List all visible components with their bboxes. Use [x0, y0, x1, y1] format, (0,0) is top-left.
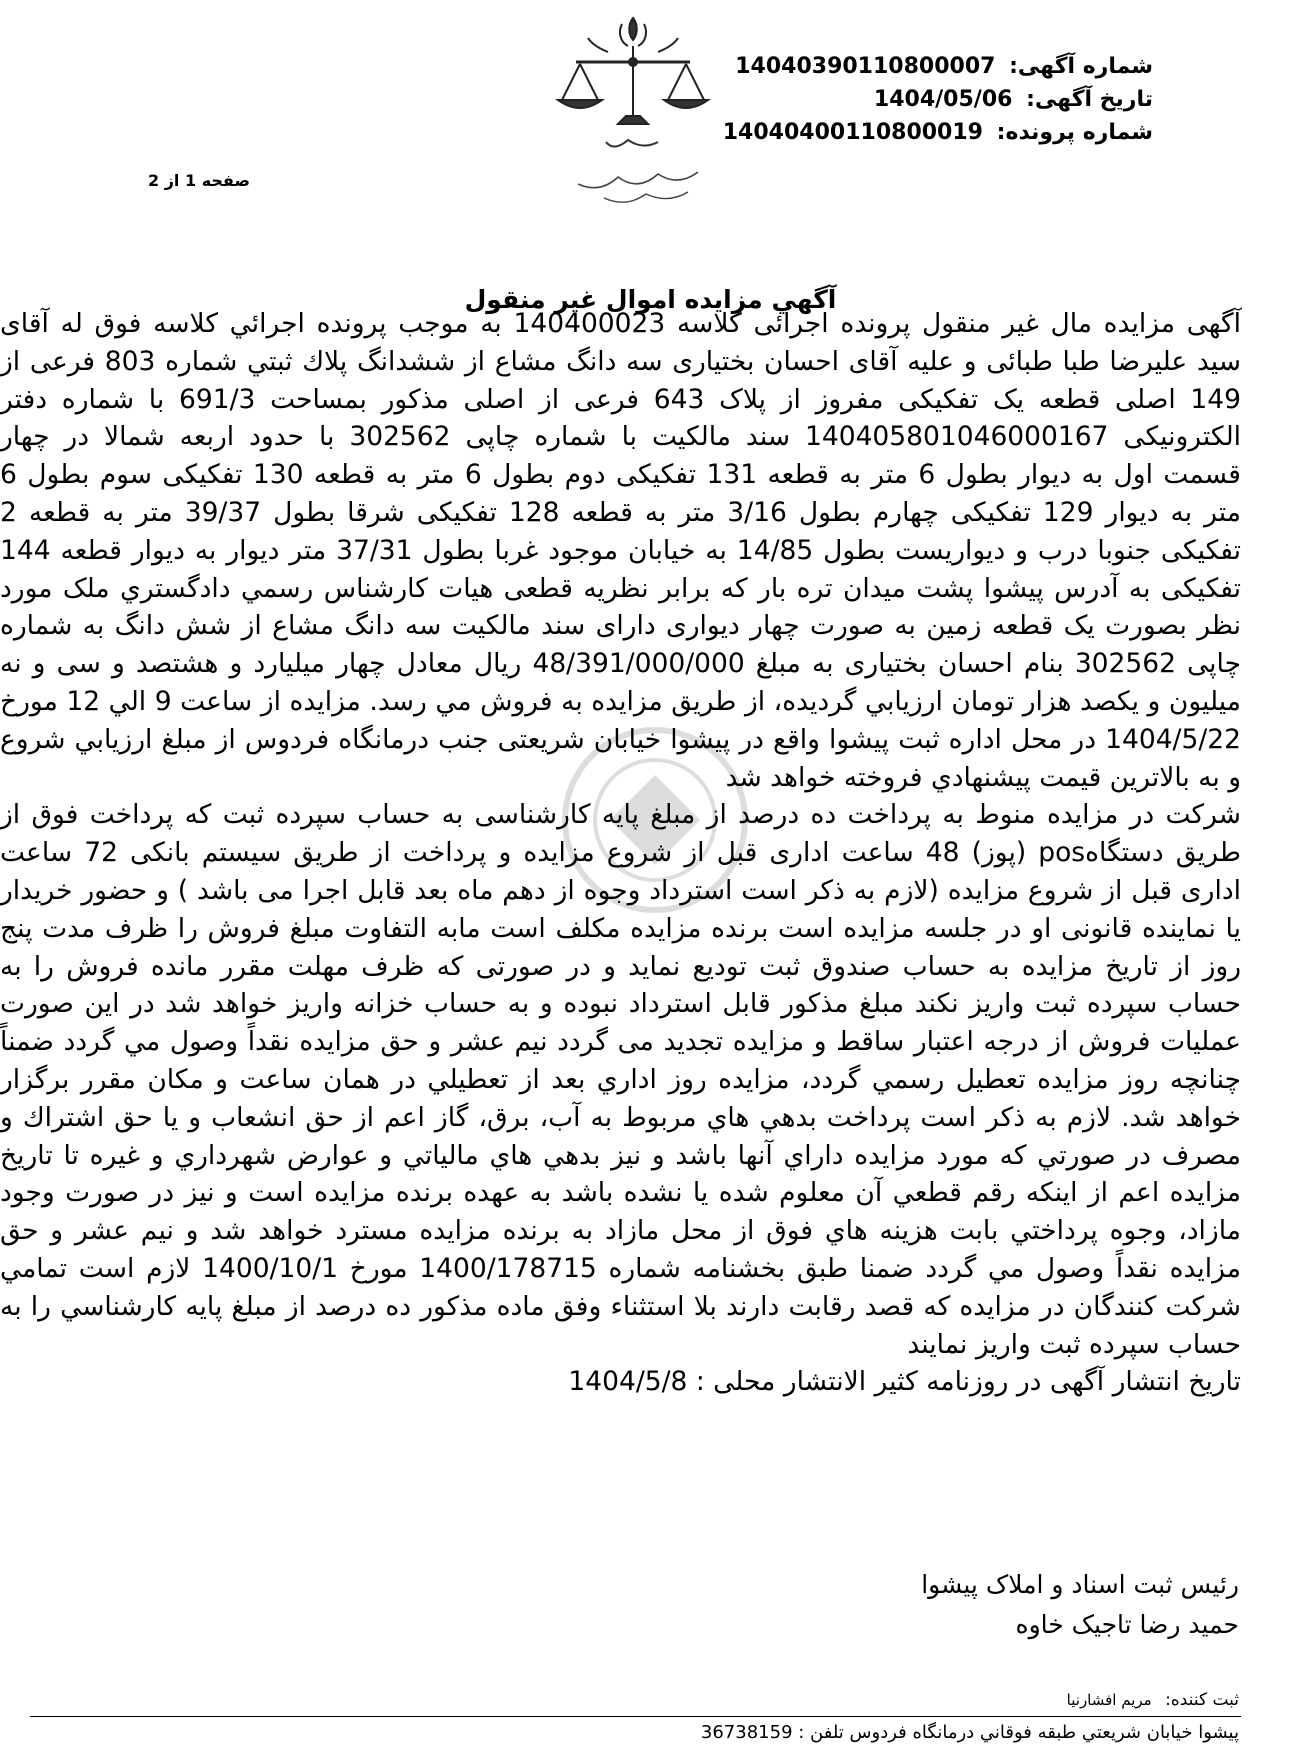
- registrar: [1067, 1690, 1239, 1710]
- document-title: آگهي مزايده اموال غير منقول: [464, 284, 837, 314]
- ad-number-label: شماره آگهی:: [1009, 54, 1153, 79]
- signature-block: [921, 1565, 1239, 1645]
- ad-date: 1404/05/06: [873, 87, 1013, 112]
- signer-position: رئیس ثبت اسناد و املاک پیشوا: [921, 1570, 1239, 1599]
- case-number: 14040400110800019: [722, 120, 983, 145]
- registrar-name: مریم افشارنیا: [1066, 1691, 1152, 1709]
- ad-number-row: [733, 50, 1153, 83]
- ad-meta: [722, 50, 1153, 149]
- page-indicator: صفحه 1 از 2: [148, 171, 250, 190]
- paragraph-publication-date: تاریخ انتشار آگهی در روزنامه کثیر الانتشار محلی : 1404/5/8: [568, 1366, 1241, 1398]
- registrar-label: ثبت کننده:: [1165, 1690, 1239, 1710]
- notice-body: [0, 305, 1241, 1401]
- ad-number: 14040390110800007: [735, 54, 996, 79]
- ad-date-row: [733, 83, 1153, 116]
- footer-divider: [30, 1716, 1241, 1717]
- signer-name: حمید رضا تاجیک خاوه: [1015, 1610, 1239, 1639]
- ad-date-label: تاریخ آگهی:: [1026, 87, 1153, 112]
- paragraph-property: آگهی مزایده مال غیر منقول پرونده اجرائی کلاسه 140400023 به موجب پرونده اجرائي كلاسه فوق له آقای سید علیرضا طبا طبائی و علیه آقای احسان بختیاری سه دانگ مشاع از ششدانگ پلاك ثبتي شماره 803 فرعی از 149 اصلی قطعه یک تفکیکی مفروز از پلاک 643 فرعی از اصلی مذکور بمساحت 691/3 با شماره دفتر الکترونیکی 140405801046000167 سند مالکیت با شماره چاپی 302562 با حدود اربعه شمالا در چهار قسمت اول به دیوار بطول 6 متر به قطعه 131 تفکیکی دوم بطول 6 متر به قطعه 130 تفکیکی سوم بطول 6 متر به دیوار 129 تفکیکی چهارم بطول 3/16 متر به قطعه 128 تفکیکی شرقا بطول 39/37 متر به قطعه 2 تفکیکی جنوبا درب و دیواریست بطول 14/85 به خیابان موجود غربا بطول 37/31 متر دیوار به دیوار قطعه 144 تفکیکی به آدرس پیشوا پشت میدان تره بار که برابر نظریه قطعی هیات کارشناس رسمي دادگستري ملک مورد نظر بصورت یک قطعه زمین به صورت چهار دیواری دارای سند مالکیت سه دانگ مشاع از شش دانگ به شماره چاپی 302562 بنام احسان بختیاری به مبلغ 48/391/000/000 ریال معادل چهار میلیارد و هشتصد و سی و نه میلیون و یکصد هزار تومان ارزيابي گرديده، از طريق مزايده به فروش مي رسد. مزايده از ساعت 9 الي 12 مورخ 1404/5/22 در محل اداره ثبت پیشوا واقع در پیشوا خیابان شریعتی جنب درمانگاه فردوس از مبلغ ارزيابي شروع و به بالاترين قيمت پيشنهادي فروخته خواهد شد: [0, 308, 1242, 793]
- footer-address: پيشوا خيابان شريعتي طبقه فوقاني درمانگاه فردوس تلفن : 36738159: [700, 1722, 1239, 1743]
- paragraph-terms: شرکت در مزایده منوط به پرداخت ده درصد از مبلغ پایه کارشناسی به حساب سپرده ثبت که پرداخت فوق از طریق دستگاهpos (پوز) 48 ساعت اداری قبل از شروع مزایده و پرداخت از طریق سیستم بانکی 72 ساعت اداری قبل از شروع مزایده (لازم به ذکر است استرداد وجوه از دهم ماه بعد قابل اجرا می باشد ) و حضور خریدار یا نماینده قانونی او در جلسه مزایده است برنده مزایده مکلف است مابه التفاوت مبلغ فروش را ظرف مدت پنج روز از تاریخ مزایده به حساب صندوق ثبت تودیع نماید و در صورتی که ظرف مهلت مقرر مانده فروش را به حساب سپرده ثبت واریز نکند مبلغ مذکور قابل استرداد نبوده و به حساب خزانه واریز خواهد شد در این صورت عملیات فروش از درجه اعتبار ساقط و مزایده تجدید می گردد نیم عشر و حق مزایده نقداً وصول مي گردد ضمناً چنانچه روز مزايده تعطيل رسمي گردد، مزايده روز اداري بعد از تعطيلي در همان ساعت و مكان مقرر برگزار خواهد شد. لازم به ذكر است پرداخت بدهي هاي مربوط به آب، برق، گاز اعم از حق انشعاب و يا حق اشتراك و مصرف در صورتي كه مورد مزايده داراي آنها باشد و نيز بدهي هاي مالياتي و عوارض شهرداري و غيره تا تاريخ مزايده اعم از اينكه رقم قطعي آن معلوم شده يا نشده باشد به عهده برنده مزايده است و نيز در صورت وجود مازاد، وجوه پرداختي بابت هزينه هاي فوق از محل مازاد به برنده مزايده مسترد خواهد شد و نیم عشر و حق مزایده نقداً وصول مي گردد ضمنا طبق بخشنامه شماره 1400/178715 مورخ 1400/10/1 لازم است تمامي شركت كنندگان در مزايده كه قصد رقابت دارند بلا استثناء وفق ماده مذكور ده درصد از مبلغ پايه كارشناسي را به حساب سپرده ثبت واريز نمايند: [0, 799, 1241, 1360]
- case-number-label: شماره پرونده:: [996, 120, 1153, 145]
- judiciary-logo-icon: [548, 12, 718, 222]
- case-number-row: [722, 116, 1153, 149]
